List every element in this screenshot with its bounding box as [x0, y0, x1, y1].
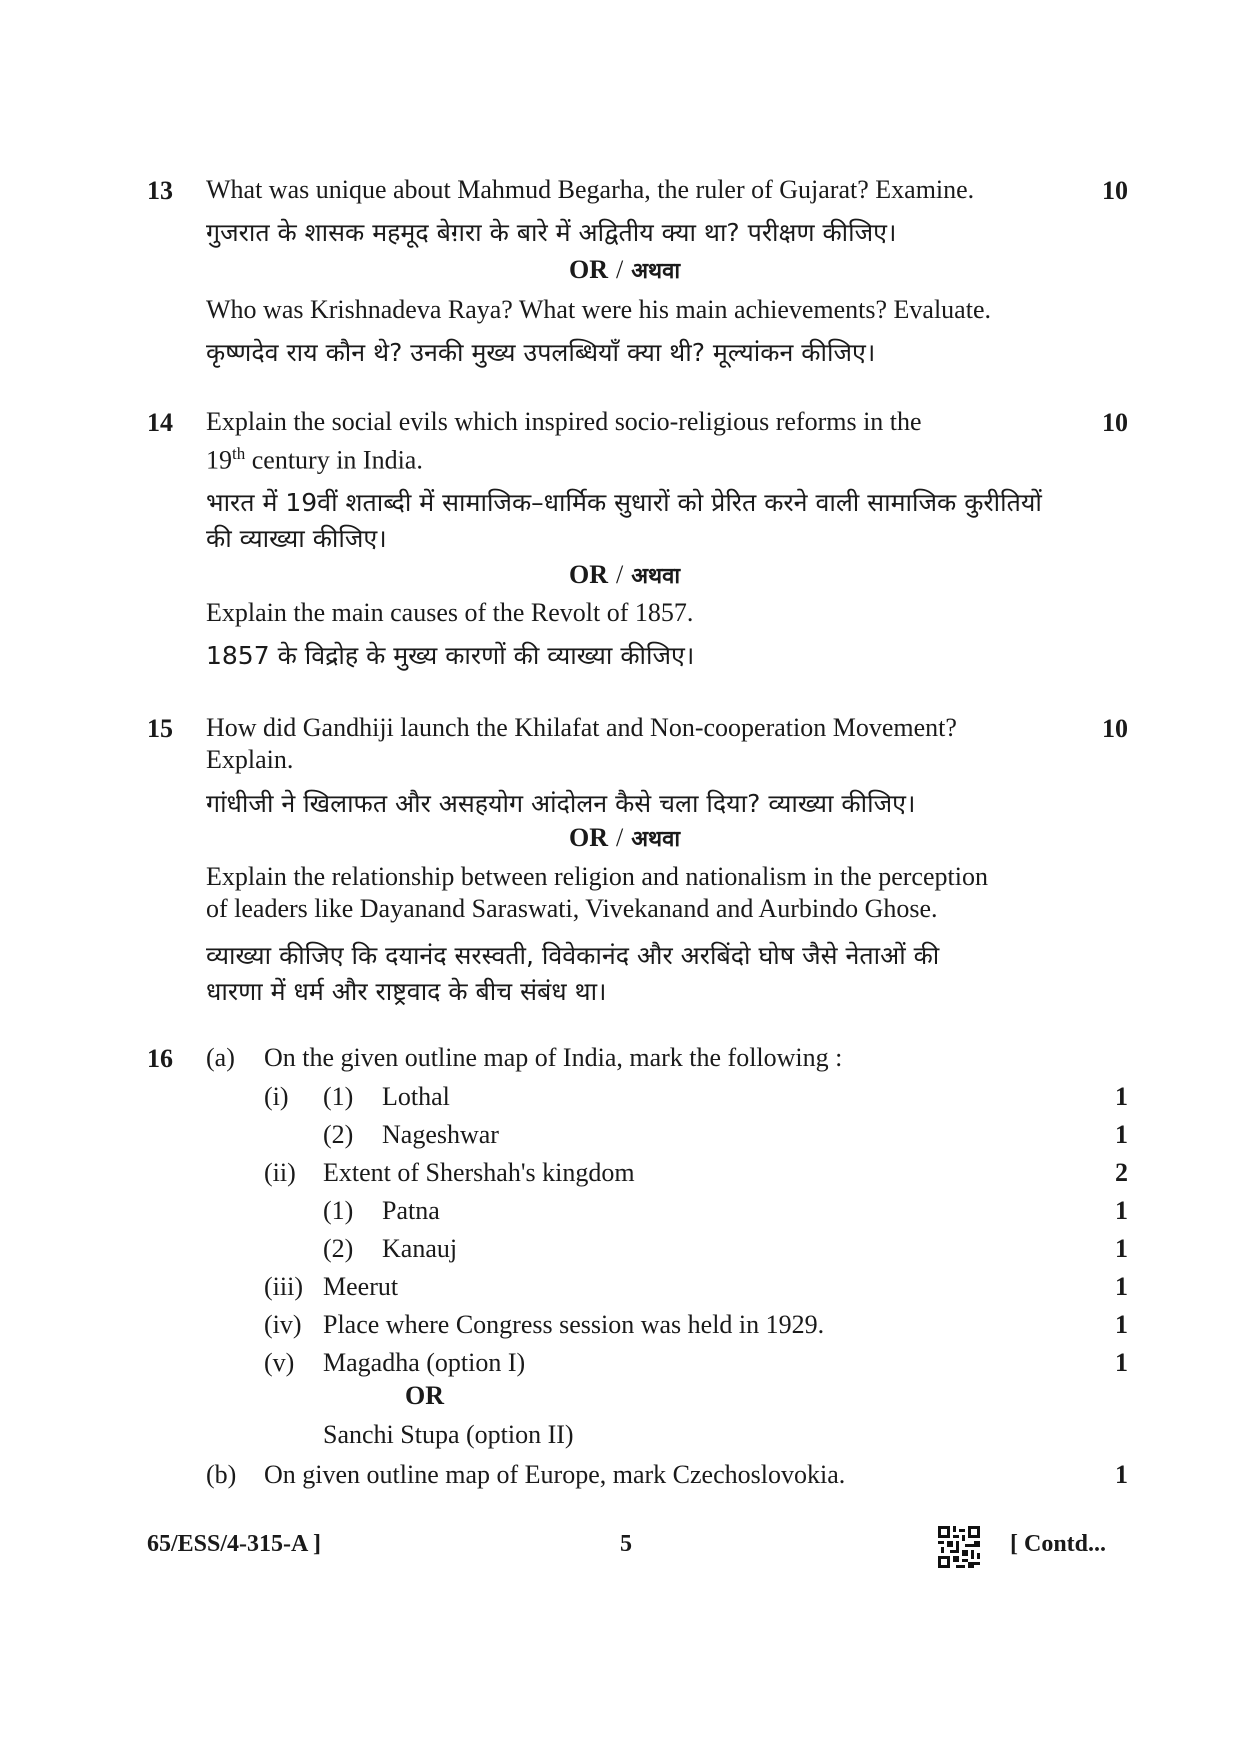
question-14-text-en-line2: 19th century in India. [206, 444, 423, 475]
or-separator: / [616, 255, 624, 284]
question-15-marks: 10 [1102, 714, 1128, 743]
question-14-text-en-line1: Explain the social evils which inspired socio-religious reforms in the [206, 407, 922, 436]
question-14-text-hi-line2: की व्याख्या कीजिए। [206, 524, 387, 553]
page-number: 5 [620, 1531, 632, 1557]
map-item-roman: (ii) [264, 1158, 296, 1187]
map-item-roman: (iii) [264, 1272, 303, 1301]
question-16-part-a-text: On the given outline map of India, mark the following : [264, 1043, 843, 1072]
question-13-marks: 10 [1102, 176, 1128, 205]
or-label: OR [569, 823, 608, 852]
question-15-alt-hi-line2: धारणा में धर्म और राष्ट्रवाद के बीच संबंध था। [206, 977, 607, 1006]
question-13-or-divider [569, 255, 680, 285]
question-13-alt-hi: कृष्णदेव राय कौन थे? उनकी मुख्य उपलब्धियाँ क्या थी? मूल्यांकन कीजिए। [206, 338, 876, 367]
question-15-or-divider [569, 823, 680, 853]
qr-code-icon [938, 1526, 980, 1568]
map-item-roman: (i) [264, 1082, 289, 1111]
map-item-text: Magadha (option I) [323, 1348, 526, 1377]
or-label: OR [569, 560, 608, 589]
question-15-alt-hi-line1: व्याख्या कीजिए कि दयानंद सरस्वती, विवेकानंद और अरबिंदो घोष जैसे नेताओं की [206, 941, 940, 970]
question-16-part-b-marks: 1 [1115, 1460, 1128, 1489]
map-item-sub: (2) [323, 1234, 354, 1263]
or-separator: / [616, 823, 624, 852]
question-15-text-en-line2: Explain. [206, 745, 294, 774]
question-15-alt-en-line2: of leaders like Dayanand Saraswati, Vivekanand and Aurbindo Ghose. [206, 894, 938, 923]
question-16-part-a-label: (a) [206, 1043, 235, 1072]
map-item-roman: (iv) [264, 1310, 302, 1339]
map-item-sub: (1) [323, 1196, 354, 1225]
map-item-marks: 2 [1115, 1158, 1128, 1187]
map-item-text: Meerut [323, 1272, 399, 1301]
or-label-hi: अथवा [631, 827, 681, 852]
or-label: OR [569, 255, 608, 284]
map-item-text: Nageshwar [382, 1120, 499, 1149]
question-15-number: 15 [147, 714, 173, 743]
map-item-text: Place where Congress session was held in 1929. [323, 1310, 825, 1339]
question-14-alt-hi: 1857 के विद्रोह के मुख्य कारणों की व्याख्या कीजिए। [206, 641, 695, 670]
question-14-number: 14 [147, 408, 173, 437]
map-item-roman: (v) [264, 1348, 295, 1377]
question-13-alt-en: Who was Krishnadeva Raya? What were his main achievements? Evaluate. [206, 295, 991, 324]
question-16-part-b-text: On given outline map of Europe, mark Czechoslovokia. [264, 1460, 846, 1489]
map-item-text: Extent of Shershah's kingdom [323, 1158, 635, 1187]
map-item-marks: 1 [1115, 1234, 1128, 1263]
option-ii-text: Sanchi Stupa (option II) [323, 1420, 574, 1449]
map-item-marks: 1 [1115, 1310, 1128, 1339]
continued-label: [ Contd... [1010, 1531, 1107, 1557]
map-item-text: Patna [382, 1196, 440, 1225]
question-16-part-b-label: (b) [206, 1460, 237, 1489]
question-15-text-en-line1: How did Gandhiji launch the Khilafat and Non-cooperation Movement? [206, 713, 957, 742]
question-13-text-hi: गुजरात के शासक महमूद बेग़रा के बारे में अद्वितीय क्या था? परीक्षण कीजिए। [206, 218, 897, 247]
question-13-text-en: What was unique about Mahmud Begarha, the ruler of Gujarat? Examine. [206, 175, 975, 204]
or-label-hi: अथवा [631, 259, 681, 284]
question-16-number: 16 [147, 1044, 173, 1073]
or-label-hi: अथवा [631, 564, 681, 589]
map-item-marks: 1 [1115, 1120, 1128, 1149]
inner-or-label: OR [405, 1381, 444, 1410]
question-14-text-hi-line1: भारत में 19वीं शताब्दी में सामाजिक–धार्मिक सुधारों को प्रेरित करने वाली सामाजिक कुरीतियों [206, 488, 1042, 517]
question-13-number: 13 [147, 176, 173, 205]
map-item-marks: 1 [1115, 1196, 1128, 1225]
or-separator: / [616, 560, 624, 589]
map-item-text: Lothal [382, 1082, 450, 1111]
map-item-marks: 1 [1115, 1272, 1128, 1301]
paper-code: 65/ESS/4-315-A ] [147, 1531, 322, 1557]
question-14-alt-en: Explain the main causes of the Revolt of 1857. [206, 598, 694, 627]
map-item-text: Kanauj [382, 1234, 458, 1263]
map-item-marks: 1 [1115, 1082, 1128, 1111]
map-item-sub: (1) [323, 1082, 354, 1111]
question-15-alt-en-line1: Explain the relationship between religion and nationalism in the perception [206, 862, 988, 891]
question-14-or-divider [569, 560, 680, 590]
map-item-sub: (2) [323, 1120, 354, 1149]
question-15-text-hi: गांधीजी ने खिलाफत और असहयोग आंदोलन कैसे चला दिया? व्याख्या कीजिए। [206, 789, 916, 818]
question-14-marks: 10 [1102, 408, 1128, 437]
map-item-marks: 1 [1115, 1348, 1128, 1377]
